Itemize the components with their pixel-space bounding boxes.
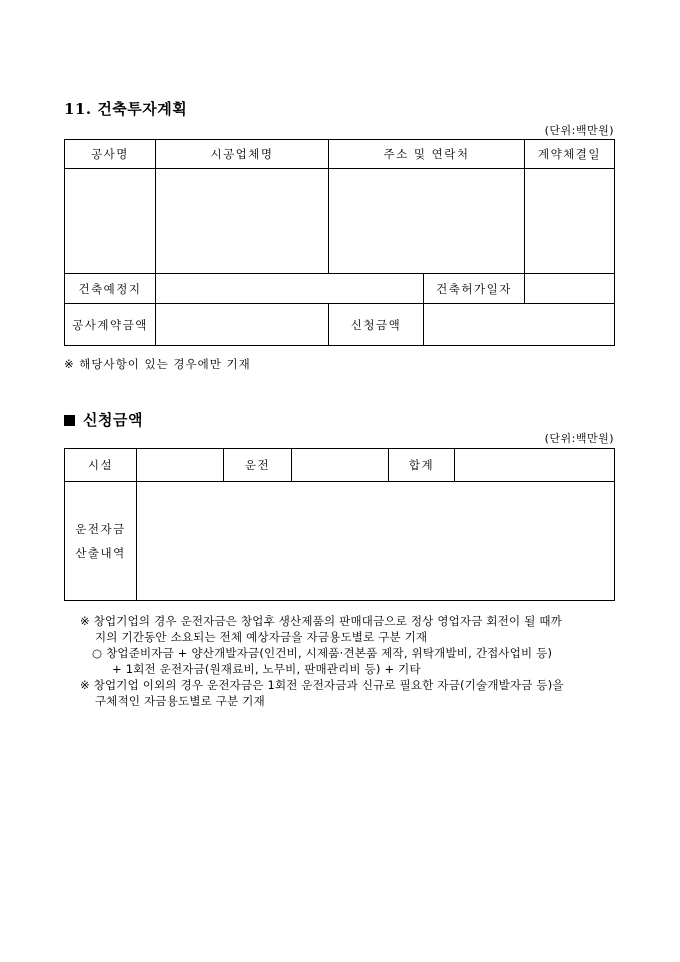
section-11-unit: (단위:백만원) xyxy=(544,124,614,137)
note-2-line-2: + 1회전 운전자금(원재료비, 노무비, 판매관리비 등) + 기타 xyxy=(112,662,421,676)
permit-date-cell[interactable] xyxy=(525,274,615,304)
amount-section-title-text: 신청금액 xyxy=(83,411,143,429)
header-contract-date: 계약체결일 xyxy=(525,140,615,169)
amount-section-title xyxy=(64,409,143,430)
calc-detail-cell[interactable] xyxy=(137,482,615,601)
contract-date-cell[interactable] xyxy=(525,169,615,274)
section-11-title: 11. 건축투자계획 xyxy=(64,100,188,118)
note-3-line-1: ※ 창업기업 이외의 경우 운전자금은 1회전 운전자금과 신규로 필요한 자금(기술개발자금 등)을 xyxy=(80,678,564,692)
permit-date-label: 건축허가일자 xyxy=(424,274,525,304)
building-investment-table xyxy=(64,139,615,346)
operation-amount-cell[interactable] xyxy=(292,449,389,482)
site-label: 건축예정지 xyxy=(65,274,156,304)
square-bullet-icon xyxy=(64,415,75,426)
contract-amount-label: 공사계약금액 xyxy=(65,304,156,346)
note-1-line-1: ※ 창업기업의 경우 운전자금은 창업후 생산제품의 판매대금으로 정상 영업자금 회전이 될 때까 xyxy=(80,614,562,628)
requested-amount-table xyxy=(64,448,615,601)
note-2-line-1: ○ 창업준비자금 + 양산개발자금(인건비, 시제품·견본품 제작, 위탁개발비, 간접사업비 등) xyxy=(92,646,553,660)
operation-label: 운전 xyxy=(224,449,292,482)
contractor-name-cell[interactable] xyxy=(156,169,329,274)
total-amount-cell[interactable] xyxy=(455,449,615,482)
calc-detail-label-line2: 산출내역 xyxy=(75,546,126,560)
section-11-note: ※ 해당사항이 있는 경우에만 기재 xyxy=(64,357,251,371)
contract-amount-cell[interactable] xyxy=(156,304,329,346)
header-project-name: 공사명 xyxy=(65,140,156,169)
facility-amount-cell[interactable] xyxy=(137,449,224,482)
note-1-line-2: 지의 기간동안 소요되는 전체 예상자금을 자금용도별로 구분 기재 xyxy=(95,630,428,644)
header-contractor-name: 시공업체명 xyxy=(156,140,329,169)
calc-detail-label xyxy=(65,482,137,601)
request-amount-cell[interactable] xyxy=(424,304,615,346)
site-cell[interactable] xyxy=(156,274,424,304)
total-label: 합계 xyxy=(389,449,455,482)
calc-detail-label-line1: 운전자금 xyxy=(75,522,126,536)
header-address-contact: 주소 및 연락처 xyxy=(329,140,525,169)
amount-section-unit: (단위:백만원) xyxy=(544,432,614,445)
project-name-cell[interactable] xyxy=(65,169,156,274)
facility-label: 시설 xyxy=(65,449,137,482)
note-3-line-2: 구체적인 자금용도별로 구분 기재 xyxy=(95,694,265,708)
address-contact-cell[interactable] xyxy=(329,169,525,274)
request-amount-label: 신청금액 xyxy=(329,304,424,346)
